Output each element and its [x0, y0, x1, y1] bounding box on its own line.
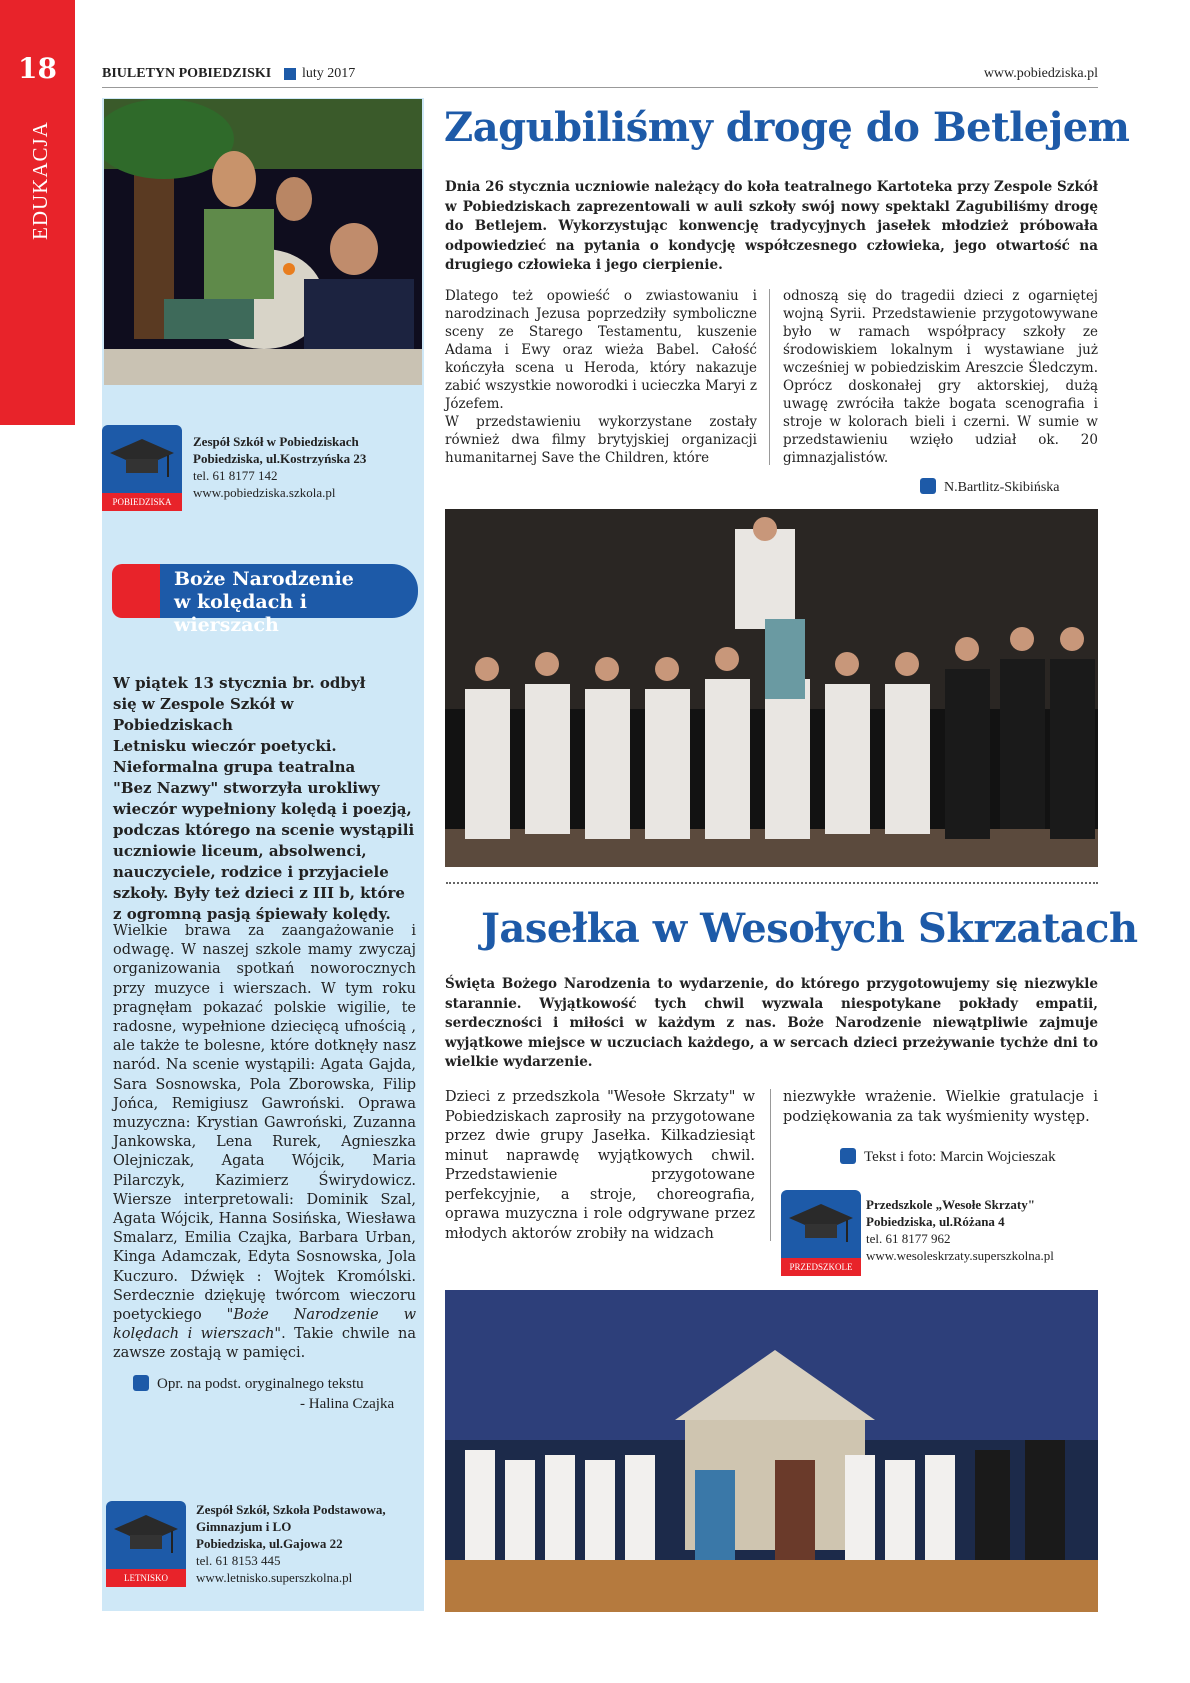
school-logo: POBIEDZISKA: [102, 425, 182, 513]
school-address: Pobiedziska, ul.Kostrzyńska 23: [193, 451, 367, 466]
school-name-2: Gimnazjum i LO: [196, 1519, 292, 1534]
nativity-photo: [445, 1290, 1098, 1612]
school-contact: [866, 1196, 1098, 1264]
section-divider: [446, 882, 1098, 884]
school-phone: tel. 61 8153 445: [196, 1553, 281, 1568]
publication-name: BIULETYN POBIEDZISKI: [102, 66, 272, 81]
school-logo: PRZEDSZKOLE: [781, 1190, 861, 1278]
group-photo: [445, 509, 1098, 867]
school-logo: LETNISKO: [106, 1501, 186, 1589]
sidebar-intro: W piątek 13 stycznia br. odbył się w Zespole Szkół w Pobiedziskach Letnisku wieczór poetycki. Nieformalna grupa teatralna "Bez Nazwy" stworzyła urokliwy wieczór wypełniony kolędą i poezją, podczas którego na scenie wystąpili uczniowie liceum, absolwenci, nauczyciele, rodzice i przyjaciele szkoły. Były też dzieci z III b, które z ogromną pasją śpiewały kolędy.: [113, 674, 415, 923]
article-title: Zagubiliśmy drogę do Betlejem: [444, 104, 1130, 151]
article-byline: N.Bartlitz-Skibińska: [920, 478, 1060, 496]
school-name: Przedszkole „Wesołe Skrzaty": [866, 1197, 1035, 1212]
issue-date: luty 2017: [302, 66, 356, 81]
article-column-1: Dzieci z przedszkola "Wesołe Skrzaty" w Pobiedziskach zaprosiły na przygotowane przez dwie grupy Jasełka. Kilkadziesiąt minut naprawdę wyjątkowych chwil. Przedstawienie przygotowane perfekcyjnie, a stroje, choreografia, oprawa muzyczna i role odgrywane przez młodych aktorów zrobiły na widzach: [445, 1089, 755, 1242]
article-lead: Święta Bożego Narodzenia to wydarzenie, do którego przygotowujemy się niezwykle starannie. Wyjątkowość tych chwil wyzwala niespotykane pokłady empatii, serdeczności i miłości w każdym z nas. Boże Narodzenie niewątpliwie zajmuje wyjątkowe miejsce w uczuciach każdego, a w sercach dzieci przeżywanie tychże dni to wielkie wydarzenie.: [445, 976, 1098, 1070]
school-website: www.wesoleskrzaty.superszkolna.pl: [866, 1248, 1054, 1263]
article-lead: Dnia 26 stycznia uczniowie należący do koła teatralnego Kartoteka przy Zespole Szkół w Pobiedziskach zaprezentowali w auli szkoły swój nowy spektakl Zagubiliśmy drogę do Betlejem. Wykorzystując konwencję tradycyjnych jasełek młodzież próbowała odpowiedzieć na pytania o kondycję współczesnego człowieka, jego otwartość na drugiego człowieka i jego cierpienie.: [445, 179, 1098, 273]
school-contact: [193, 433, 423, 501]
byline-square-icon: [133, 1375, 149, 1391]
article-column-2: niezwykłe wrażenie. Wielkie gratulacje i podziękowania za tak wyśmienity występ.: [783, 1089, 1098, 1125]
theatre-photo: [104, 99, 422, 385]
article-column-2: odnoszą się do tragedii dzieci z ogarniętej wojną Syrii. Przedstawienie przygotowywane było w ramach współpracy szkoły ze środowiskiem lokalnym i wystawiane już wcześniej w pobiedziskim Areszcie Śledczym. Oprócz doskonałej gry aktorskiej, dużą uwagę zwróciła także bogata scenografia i stroje w kolorach bieli i czerni. W sumie w przedstawieniu wzięło udział ok. 20 gimnazjalistów.: [783, 288, 1098, 466]
article-byline: Tekst i foto: Marcin Wojcieszak: [840, 1148, 1056, 1166]
school-address: Pobiedziska, ul.Różana 4: [866, 1214, 1005, 1229]
school-website: www.pobiedziska.szkola.pl: [193, 485, 336, 500]
article-title: Jasełka w Wesołych Skrzatach: [481, 905, 1138, 952]
school-website: www.letnisko.superszkolna.pl: [196, 1570, 353, 1585]
school-name: Zespół Szkół, Szkoła Podstawowa,: [196, 1502, 386, 1517]
sidebar-byline-author: - Halina Czajka: [300, 1396, 395, 1412]
sidebar-title-pill: [112, 564, 418, 636]
school-address: Pobiedziska, ul.Gajowa 22: [196, 1536, 343, 1551]
article-column-1: Dlatego też opowieść o zwiastowaniu i narodzinach Jezusa poprzedziły symboliczne sceny ze Starego Testamentu, kuszenie Adama i Ewy oraz wieża Babel. Całość kończyła scena u Heroda, który nakazuje zabić wszystkie noworodki i ucieczka Maryi z Józefem. W przedstawieniu wykorzystane zostały również dwa filmy brytyjskiej organizacji humanitarnej Save the Children, które: [445, 288, 757, 466]
byline-square-icon: [840, 1148, 856, 1164]
school-contact: [196, 1501, 424, 1586]
school-name: Zespół Szkół w Pobiedziskach: [193, 434, 359, 449]
school-phone: tel. 61 8177 142: [193, 468, 278, 483]
page-number: 18: [18, 52, 57, 85]
header-square-icon: [284, 68, 296, 80]
byline-square-icon: [920, 478, 936, 494]
sidebar-title-line2: w kolędach i wierszach: [174, 591, 307, 636]
page-header: [102, 64, 1098, 88]
school-phone: tel. 61 8177 962: [866, 1231, 951, 1246]
sidebar-byline: Opr. na podst. oryginalnego tekstu: [133, 1375, 364, 1393]
header-website: www.pobiedziska.pl: [983, 66, 1098, 81]
column-divider: [770, 1089, 771, 1241]
column-divider: [769, 289, 770, 465]
sidebar-body: Wielkie brawa za zaangażowanie i odwagę. W naszej szkole mamy zwyczaj organizowania spotkań noworocznych przy muzyce i wierszach. W tym roku pragnęłam pokazać polskie wigilie, te radosne, wypełnione dziecięcą ufnością , ale także te bolesne, które dotknęły nasz naród. Na scenie wystąpili: Agata Gajda, Sara Sosnowska, Pola Zborowska, Filip Jońca, Remigiusz Gawroński. Oprawa muzyczna: Krystian Gawroński, Zuzanna Jankowska, Lena Rurek, Agnieszka Olejniczak, Agata Wójcik, Maria Pilarczyk, Kazimierz Świrydowicz. Wiersze interpretowali: Dominik Szal, Agata Wójcik, Hanna Sosińska, Wiesława Smalarz, Emilia Czajka, Barbara Urban, Kinga Adamczak, Edyta Sosnowska, Jola Kuczuro. Dźwięk : Wojtek Kromólski. Serdecznie dziękuję twórcom wieczoru poetyckiego "Boże Narodzenie w kolędach i wierszach". Takie chwile na zawsze zostają w pamięci.: [113, 923, 416, 1362]
sidebar-title-line1: Boże Narodzenie: [174, 568, 354, 590]
